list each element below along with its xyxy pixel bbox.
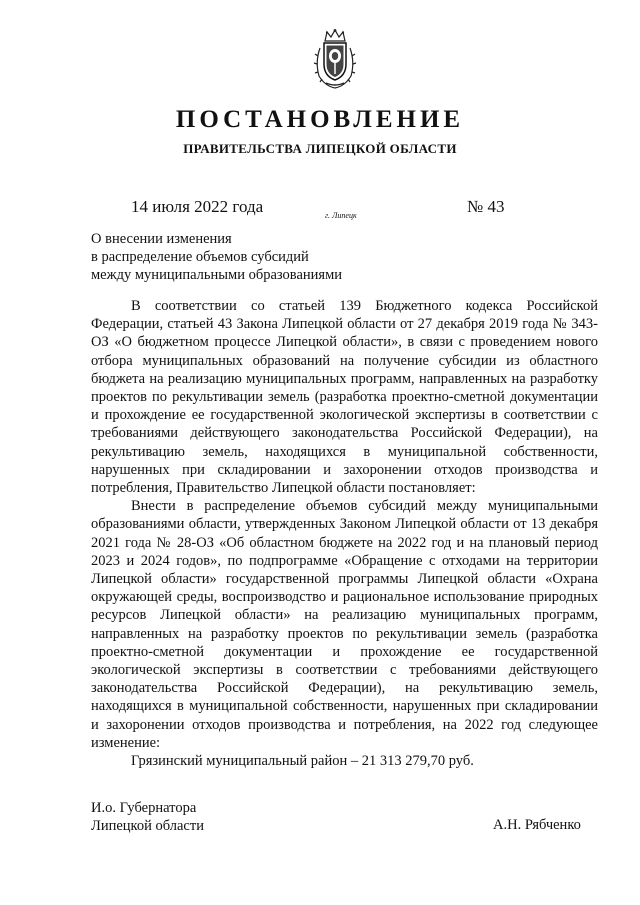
document-body [91, 297, 598, 770]
document-city: г. Липецк [325, 211, 357, 220]
signatory-name: А.Н. Рябченко [493, 817, 581, 833]
document-subject [91, 230, 421, 284]
body-paragraph: В соответствии со статьей 139 Бюджетного кодекса Российской Федерации, статьей 43 Закона Липецкой области от 27 декабря 2019 года № 343-ОЗ «О бюджетном процессе Липецкой области», в связи с проведением нового отбора муниципальных образований на получение субсидии из областного бюджета на реализацию муниципальных программ, направленных на разработку проектов по рекультивации земель (разработка проектно-сметной документации и прохождение ее государственной экологической экспертизы в соответствии с требованиями действующего законодательства Российской Федерации), на рекультивацию земель, находящихся в муниципальной собственности, нарушенных при складировании и захоронении отходов производства и потребления, Правительство Липецкой области постановляет: [91, 298, 598, 497]
body-paragraph: Внести в распределение объемов субсидий между муниципальными образованиями области, утвержденных Законом Липецкой области от 13 декабря 2021 года № 28-ОЗ «Об областном бюджете на 2022 год и на плановый период 2023 и 2024 годов», по подпрограмме «Обращение с отходами на территории Липецкой области» государственной программы Липецкой области «Охрана окружающей среды, воспроизводство и рациональное использование природных ресурсов Липецкой области» на реализацию муниципальных программ, направленных на разработку проектов по рекультивации земель (разработка проектно-сметной документации и прохождение ее государственной экологической экспертизы в соответствии с требованиями действующего законодательства Российской Федерации), на рекультивацию земель, находящихся в муниципальной собственности, нарушенных при складировании и захоронении отходов производства и потребления, на 2022 год следующее изменение: [91, 498, 598, 751]
subject-line: между муниципальными образованиями [91, 267, 343, 283]
signatory-position-line: И.о. Губернатора [91, 800, 197, 816]
subject-line: О внесении изменения [91, 231, 232, 247]
signatory-position [91, 799, 204, 835]
document-subtitle: ПРАВИТЕЛЬСТВА ЛИПЕЦКОЙ ОБЛАСТИ [183, 141, 457, 156]
document-title: ПОСТАНОВЛЕНИЕ [175, 106, 465, 133]
signatory-position-line: Липецкой области [91, 818, 204, 834]
coat-of-arms-icon [313, 28, 357, 90]
document-number: № 43 [467, 197, 505, 216]
body-paragraph: Грязинский муниципальный район – 21 313 279,70 руб. [131, 753, 474, 770]
subject-line: в распределение объемов субсидий [91, 249, 309, 265]
document-date: 14 июля 2022 года [131, 197, 264, 216]
